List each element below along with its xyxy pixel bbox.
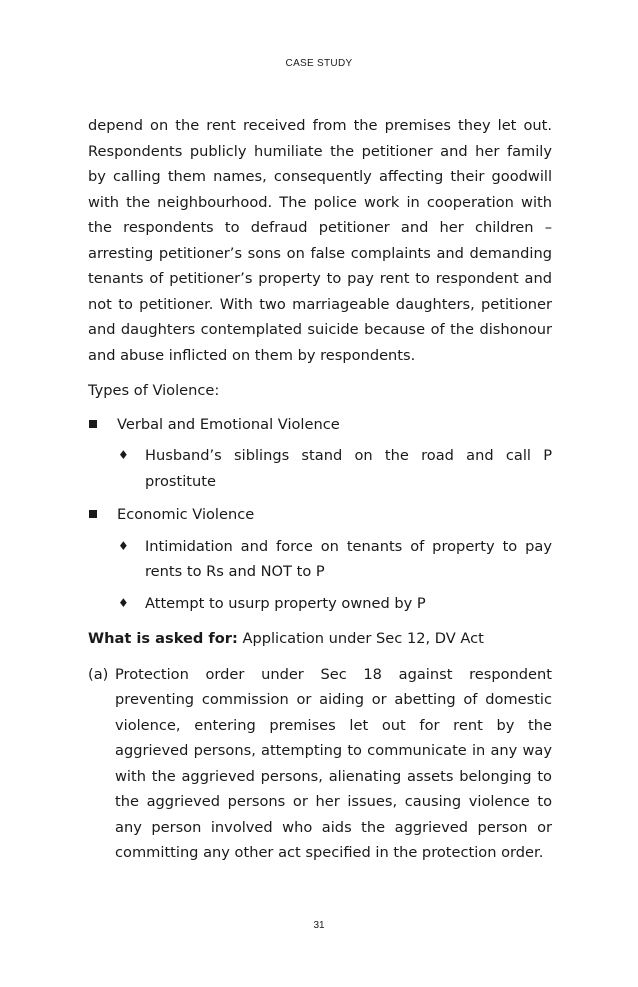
body-paragraph: depend on the rent received from the premises they let out. Respondents publicly humiliate the petitioner and her family by calling them names, consequently affecting their goodwill with the neighbourhood. The police work in cooperation with the respondents to defraud petitioner and her children – arresting petitioner’s sons on false complaints and demanding tenants of petitioner’s property to pay rent to respondent and not to petitioner. With two marriageable daughters, petitioner and daughters contemplated suicide because of the dishonour and abuse inflicted on them by respondents. — [88, 117, 552, 364]
violence-type-economic — [88, 502, 552, 528]
violence-type-label: Economic Violence — [117, 506, 255, 523]
violence-example — [88, 591, 552, 617]
diamond-bullet-icon: ♦ — [118, 538, 129, 553]
violence-example — [88, 534, 552, 585]
running-header: CASE STUDY — [285, 58, 353, 69]
violence-example-text: Intimidation and force on tenants of property to pay rents to Rs and NOT to P — [145, 537, 552, 580]
square-bullet-icon — [88, 502, 117, 528]
what-is-asked-for — [88, 626, 552, 652]
violence-type-verbal-emotional — [88, 412, 552, 438]
diamond-bullet-icon: ♦ — [118, 448, 129, 462]
relief-item-text: Protection order under Sec 18 against respondent preventing commission or aiding or abetting of domestic violence, entering premises let out for rent by the aggrieved persons, attempting to communicate in any way with the aggrieved persons, alienating assets belonging to the aggrieved persons or her issues, causing violence to any person involved who aids the aggrieved person or committing any other act specified in the protection order. — [115, 665, 552, 861]
relief-item-label: (a) — [88, 665, 109, 683]
types-of-violence-heading: Types of Violence: — [88, 382, 220, 399]
page-body — [88, 113, 552, 866]
relief-item-a — [88, 662, 552, 866]
page-number: 31 — [313, 920, 325, 931]
violence-example — [88, 443, 552, 494]
diamond-bullet-icon: ♦ — [118, 595, 129, 610]
violence-example-text: Attempt to usurp property owned by P — [145, 594, 426, 612]
violence-example-text: Husband’s siblings stand on the road and call P prostitute — [145, 447, 552, 490]
violence-type-label: Verbal and Emotional Violence — [117, 415, 340, 433]
square-bullet-icon — [88, 412, 117, 438]
what-is-asked-for-text: Application under Sec 12, DV Act — [237, 630, 484, 647]
what-is-asked-for-label: What is asked for: — [88, 630, 238, 647]
